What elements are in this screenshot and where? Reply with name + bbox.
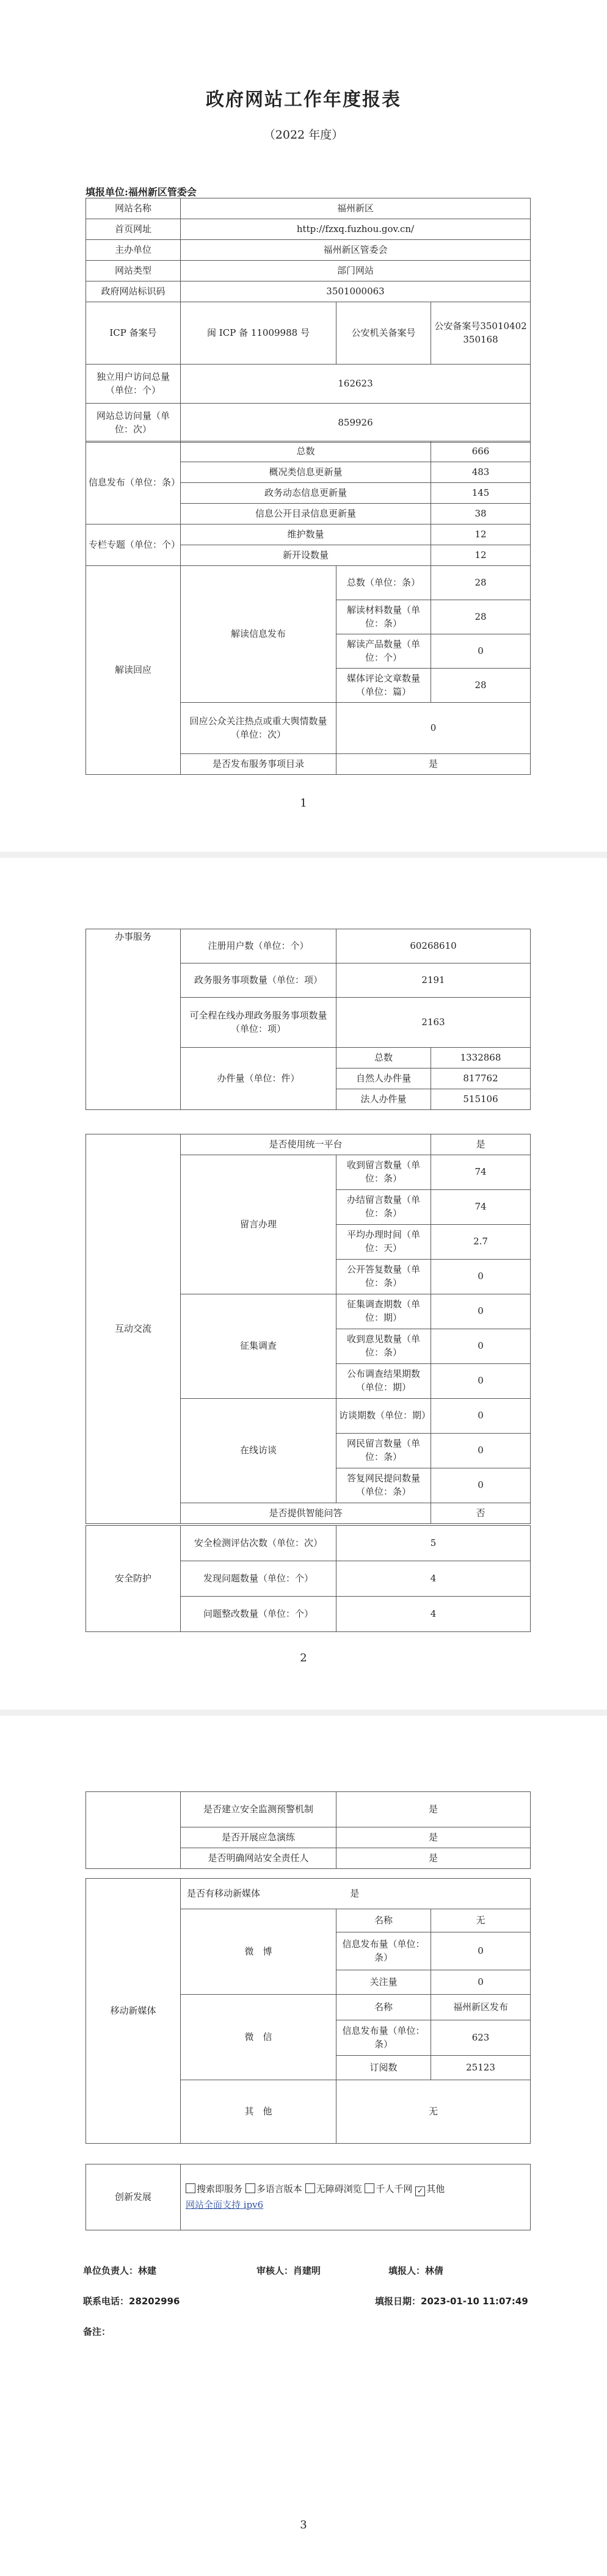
person-label: 自然人办件量 xyxy=(336,1068,431,1089)
interpret-material-label: 解读材料数量（单位：条） xyxy=(336,600,431,634)
site-type-label: 网站类型 xyxy=(86,261,181,281)
fixed-value: 4 xyxy=(336,1597,531,1632)
uv-value: 162623 xyxy=(181,365,531,404)
survey-count-label: 征集调查期数（单位：期） xyxy=(336,1294,431,1329)
column-maintain-value: 12 xyxy=(431,524,531,545)
avg-value: 2.7 xyxy=(431,1225,531,1260)
items-value: 2191 xyxy=(336,963,531,998)
other-media-value: 无 xyxy=(336,2080,531,2144)
avg-label: 平均办理时间（单位：天） xyxy=(336,1225,431,1260)
opt-other-label: 其他 xyxy=(426,2183,445,2194)
legal-label: 法人办件量 xyxy=(336,1089,431,1110)
media-table xyxy=(85,1878,531,2144)
online-items-label: 可全程在线办理政务服务事项数量（单位：项） xyxy=(181,998,336,1048)
weibo-follow-value: 0 xyxy=(431,1970,531,1995)
footer-leader: 单位负责人：林建 xyxy=(83,2265,157,2276)
wechat-name-label: 名称 xyxy=(336,1995,431,2020)
page-number-2: 2 xyxy=(300,1652,307,1664)
interpret-material-value: 28 xyxy=(431,600,531,634)
received-label: 收到留言数量（单位：条） xyxy=(336,1155,431,1190)
done-value: 74 xyxy=(431,1190,531,1225)
pv-value: 859926 xyxy=(181,404,531,443)
opt-lang-label: 多语言版本 xyxy=(256,2183,302,2194)
security-cont-table xyxy=(85,1791,531,1869)
wechat-name-value: 福州新区发布 xyxy=(431,1995,531,2020)
info-total-label: 总数 xyxy=(181,441,431,462)
check-value: 5 xyxy=(336,1526,531,1561)
catalog-label: 信息公开目录信息更新量 xyxy=(181,504,431,524)
footer-date: 填报日期：2023-01-10 11:07:49 xyxy=(375,2296,528,2307)
hot-response-label: 回应公众关注热点或重大舆情数量（单位：次） xyxy=(181,703,336,754)
netizen-msg-value: 0 xyxy=(431,1434,531,1468)
opt-search-checkbox[interactable] xyxy=(186,2183,195,2193)
wechat-label: 微 信 xyxy=(181,1995,336,2080)
footer-note: 备注： xyxy=(83,2326,111,2337)
site-code-value: 3501000063 xyxy=(181,281,531,302)
handle-total-value: 1332868 xyxy=(431,1048,531,1068)
info-total-value: 666 xyxy=(431,441,531,462)
page-number-1: 1 xyxy=(300,797,307,810)
wechat-sub-value: 25123 xyxy=(431,2056,531,2080)
wechat-pub-value: 623 xyxy=(431,2020,531,2056)
home-url-label: 首页网址 xyxy=(86,219,181,240)
opt-access-label: 无障碍浏览 xyxy=(316,2183,362,2194)
users-value: 60268610 xyxy=(336,929,531,963)
other-detail-text: 网站全面支持 ipv6 xyxy=(186,2199,264,2210)
items-label: 政务服务事项数量（单位：项） xyxy=(181,963,336,998)
public-reply-label: 公开答复数量（单位：条） xyxy=(336,1260,431,1294)
media-label: 移动新媒体 xyxy=(86,1879,181,2144)
uv-label: 独立用户访问总量（单位：个） xyxy=(86,365,181,404)
public-reply-value: 0 xyxy=(431,1260,531,1294)
opt-personal-checkbox[interactable] xyxy=(365,2183,374,2193)
site-code-label: 政府网站标识码 xyxy=(86,281,181,302)
media-has xyxy=(181,1879,531,1909)
handle-total-label: 总数 xyxy=(336,1048,431,1068)
check-label: 安全检测评估次数（单位：次） xyxy=(181,1526,336,1561)
wechat-pub-label: 信息发布量（单位：条） xyxy=(336,2020,431,2056)
handle-label: 办件量（单位：件） xyxy=(181,1048,336,1110)
column-maintain-label: 维护数量 xyxy=(181,524,431,545)
police-label: 公安机关备案号 xyxy=(336,302,431,365)
netizen-msg-label: 网民留言数量（单位：条） xyxy=(336,1434,431,1468)
opt-search-label: 搜索即服务 xyxy=(197,2183,243,2194)
found-label: 发现问题数量（单位：个） xyxy=(181,1561,336,1597)
received-value: 74 xyxy=(431,1155,531,1190)
interpret-total-label: 总数（单位：条） xyxy=(336,566,431,600)
warn-value: 是 xyxy=(336,1792,531,1827)
report-title: 政府网站工作年度报表 xyxy=(206,89,401,111)
drill-value: 是 xyxy=(336,1827,531,1848)
result-value: 0 xyxy=(431,1364,531,1399)
info-table xyxy=(85,441,531,566)
basic-info-table xyxy=(85,198,531,443)
opinion-value: 0 xyxy=(431,1329,531,1364)
news-value: 145 xyxy=(431,483,531,504)
innovation-options xyxy=(181,2164,531,2230)
media-has-label: 是否有移动新媒体 xyxy=(187,1887,261,1899)
news-label: 政务动态信息更新量 xyxy=(181,483,431,504)
interpret-total-value: 28 xyxy=(431,566,531,600)
other-media-label: 其 他 xyxy=(181,2080,336,2144)
filling-unit: 填报单位:福州新区管委会 xyxy=(85,186,197,198)
page-1 xyxy=(0,0,607,852)
answer-value: 0 xyxy=(431,1468,531,1503)
interpret-table xyxy=(85,565,531,775)
smart-qa-value: 否 xyxy=(431,1503,531,1524)
footer-filler: 填报人：林倩 xyxy=(388,2265,444,2276)
page-number-3: 3 xyxy=(300,2519,307,2531)
catalog-value: 38 xyxy=(431,504,531,524)
interaction-label: 互动交流 xyxy=(86,1134,181,1524)
interaction-table xyxy=(85,1134,531,1524)
icp-label: ICP 备案号 xyxy=(86,302,181,365)
host-unit-value: 福州新区管委会 xyxy=(181,240,531,261)
interpret-product-value: 0 xyxy=(431,634,531,669)
site-name-value: 福州新区 xyxy=(181,198,531,219)
innovation-label: 创新发展 xyxy=(86,2164,181,2230)
weibo-follow-label: 关注量 xyxy=(336,1970,431,1995)
interview-count-value: 0 xyxy=(431,1399,531,1434)
legal-value: 515106 xyxy=(431,1089,531,1110)
column-label: 专栏专题（单位：个） xyxy=(86,524,181,566)
pv-label: 网站总访问量（单位：次） xyxy=(86,404,181,443)
fixed-label: 问题整改数量（单位：个） xyxy=(181,1597,336,1632)
overview-label: 概况类信息更新量 xyxy=(181,462,431,483)
survey-count-value: 0 xyxy=(431,1294,531,1329)
weibo-label: 微 博 xyxy=(181,1909,336,1995)
resp-value: 是 xyxy=(336,1848,531,1869)
person-value: 817762 xyxy=(431,1068,531,1089)
opt-access-checkbox[interactable] xyxy=(305,2183,315,2193)
interpret-media-label: 媒体评论文章数量（单位：篇） xyxy=(336,669,431,703)
innovation-table xyxy=(85,2164,531,2230)
icp-value: 闽 ICP 备 11009988 号 xyxy=(181,302,336,365)
site-type-value: 部门网站 xyxy=(181,261,531,281)
site-name-label: 网站名称 xyxy=(86,198,181,219)
column-new-label: 新开设数量 xyxy=(181,545,431,566)
result-label: 公布调查结果期数（单位：期） xyxy=(336,1364,431,1399)
weibo-name-value: 无 xyxy=(431,1909,531,1932)
answer-label: 答复网民提问数量（单位：条） xyxy=(336,1468,431,1503)
opt-personal-label: 千人千网 xyxy=(376,2183,413,2194)
interpret-media-value: 28 xyxy=(431,669,531,703)
report-year: （2022 年度） xyxy=(263,128,344,142)
page-2 xyxy=(0,858,607,1710)
opt-lang-checkbox[interactable] xyxy=(245,2183,255,2193)
home-url-link[interactable]: http://fzxq.fuzhou.gov.cn/ xyxy=(181,219,531,240)
drill-label: 是否开展应急演练 xyxy=(181,1827,336,1848)
online-items-value: 2163 xyxy=(336,998,531,1048)
page-3 xyxy=(0,1716,607,2576)
platform-value: 是 xyxy=(431,1134,531,1155)
security-table xyxy=(85,1525,531,1632)
overview-value: 483 xyxy=(431,462,531,483)
interview-count-label: 访谈期数（单位：期） xyxy=(336,1399,431,1434)
service-label: 办事服务 xyxy=(86,929,181,1110)
interpret-label: 解读回应 xyxy=(86,566,181,775)
weibo-pub-label: 信息发布量（单位：条） xyxy=(336,1932,431,1970)
footer-phone: 联系电话：28202996 xyxy=(83,2296,180,2307)
found-value: 4 xyxy=(336,1561,531,1597)
service-catalog-label: 是否发布服务事项目录 xyxy=(181,754,336,775)
smart-qa-label: 是否提供智能问答 xyxy=(181,1503,431,1524)
interpret-product-label: 解读产品数量（单位：个） xyxy=(336,634,431,669)
hot-response-value: 0 xyxy=(336,703,531,754)
weibo-pub-value: 0 xyxy=(431,1932,531,1970)
footer-reviewer: 审核人：肖建明 xyxy=(256,2265,321,2276)
resp-label: 是否明确网站安全责任人 xyxy=(181,1848,336,1869)
platform-label: 是否使用统一平台 xyxy=(181,1134,431,1155)
msg-handle-label: 留言办理 xyxy=(181,1155,336,1294)
service-catalog-value: 是 xyxy=(336,754,531,775)
column-new-value: 12 xyxy=(431,545,531,566)
wechat-sub-label: 订阅数 xyxy=(336,2056,431,2080)
host-unit-label: 主办单位 xyxy=(86,240,181,261)
interpret-pub-label: 解读信息发布 xyxy=(181,566,336,703)
interview-label: 在线访谈 xyxy=(181,1399,336,1503)
security-label: 安全防护 xyxy=(86,1526,181,1632)
warn-label: 是否建立安全监测预警机制 xyxy=(181,1792,336,1827)
info-pub-label: 信息发布（单位：条） xyxy=(86,441,181,524)
media-has-value: 是 xyxy=(350,1887,360,1899)
police-value: 公安备案号35010402350168 xyxy=(431,302,531,365)
service-table xyxy=(85,929,531,1110)
done-label: 办结留言数量（单位：条） xyxy=(336,1190,431,1225)
survey-label: 征集调查 xyxy=(181,1294,336,1399)
opt-other-checkbox[interactable]: ✓ xyxy=(415,2186,425,2196)
users-label: 注册用户数（单位：个） xyxy=(181,929,336,963)
weibo-name-label: 名称 xyxy=(336,1909,431,1932)
opinion-label: 收到意见数量（单位：条） xyxy=(336,1329,431,1364)
